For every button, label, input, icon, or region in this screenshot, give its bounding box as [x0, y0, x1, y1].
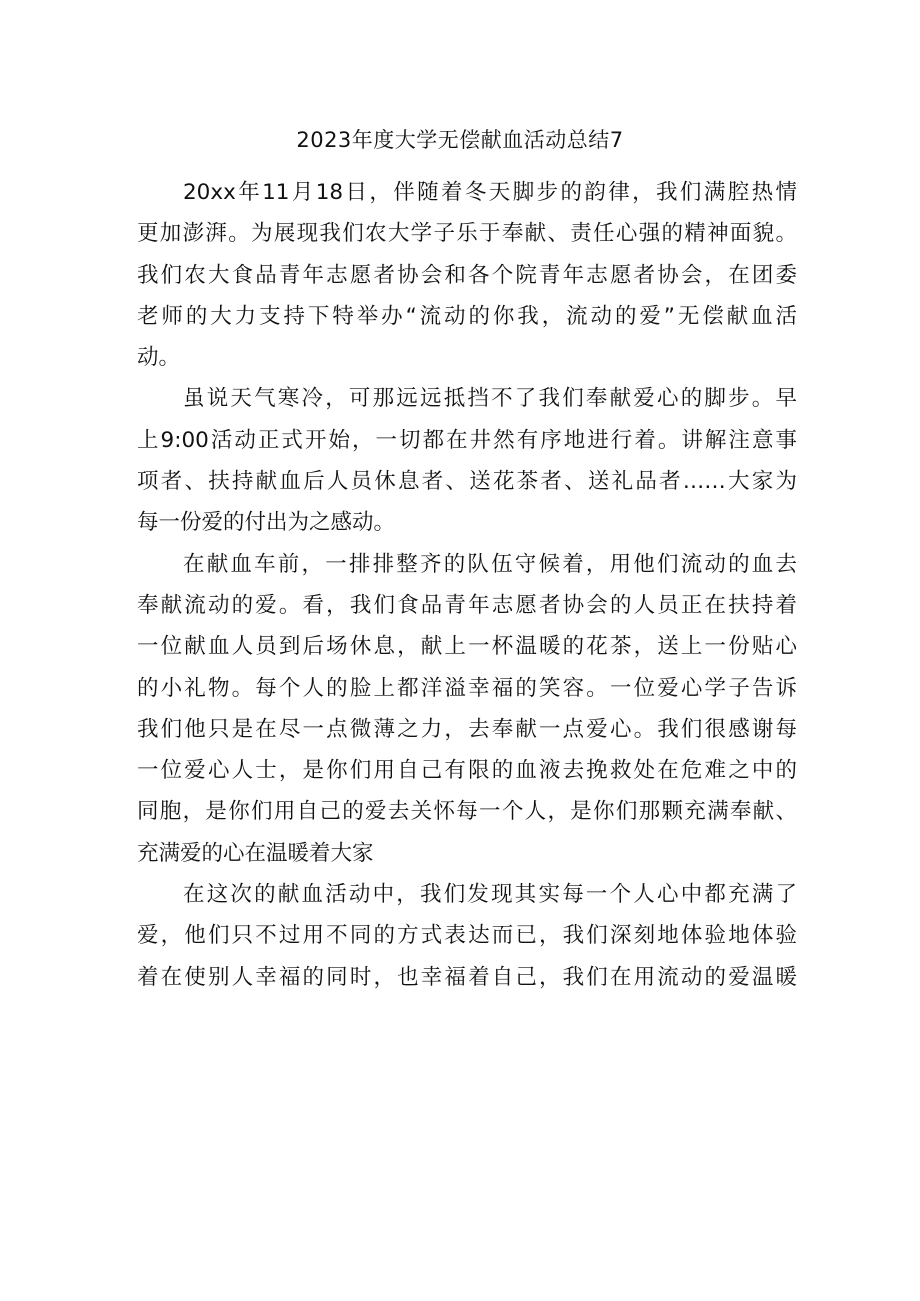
text-line: 我们他只是在尽一点微薄之力，去奉献一点爱心。我们很感谢每	[137, 716, 797, 742]
text-line: 更加澎湃。为展现我们农大学子乐于奉献、责任心强的精神面貌。	[137, 221, 797, 247]
document-title: 2023年度大学无偿献血活动总结7	[296, 128, 624, 152]
paragraph-4	[137, 874, 797, 998]
text-line: 充满爱的心在温暖着大家	[137, 840, 374, 866]
text-line: 20xx年11月18日，伴随着冬天脚步的韵律，我们满腔热情	[183, 180, 797, 205]
text-line: 在这次的献血活动中，我们发现其实每一个人心中都充满了	[183, 882, 797, 908]
paragraph-3	[137, 544, 797, 874]
text-line: 同胞，是你们用自己的爱去关怀每一个人，是你们那颗充满奉献、	[137, 799, 797, 825]
text-line: 奉献流动的爱。看，我们食品青年志愿者协会的人员正在扶持着	[137, 592, 797, 618]
text-line: 虽说天气寒冷，可那远远抵挡不了我们奉献爱心的脚步。早	[183, 386, 797, 412]
text-line: 每一份爱的付出为之感动。	[137, 510, 396, 536]
text-line: 着在使别人幸福的同时，也幸福着自己，我们在用流动的爱温暖	[137, 964, 797, 990]
text-line: 爱，他们只不过用不同的方式表达而已，我们深刻地体验地体验	[137, 923, 797, 949]
text-line: 老师的大力支持下特举办“流动的你我，流动的爱”无偿献血活	[137, 303, 797, 329]
paragraph-2	[137, 378, 797, 543]
text-line: 我们农大食品青年志愿者协会和各个院青年志愿者协会，在团委	[137, 262, 797, 288]
text-line: 上9:00活动正式开始，一切都在井然有序地进行着。讲解注意事	[137, 427, 797, 453]
text-line: 一位爱心人士，是你们用自己有限的血液去挽救处在危难之中的	[137, 758, 797, 784]
text-line: 动。	[137, 345, 181, 371]
text-line: 项者、扶持献血后人员休息者、送花茶者、送礼品者……大家为	[137, 469, 797, 495]
text-line: 的小礼物。每个人的脸上都洋溢幸福的笑容。一位爱心学子告诉	[137, 675, 797, 701]
document-body	[137, 172, 797, 998]
paragraph-1	[137, 172, 797, 378]
text-line: 在献血车前，一排排整齐的队伍守候着，用他们流动的血去	[183, 551, 797, 577]
text-line: 一位献血人员到后场休息，献上一杯温暖的花茶，送上一份贴心	[137, 634, 797, 660]
